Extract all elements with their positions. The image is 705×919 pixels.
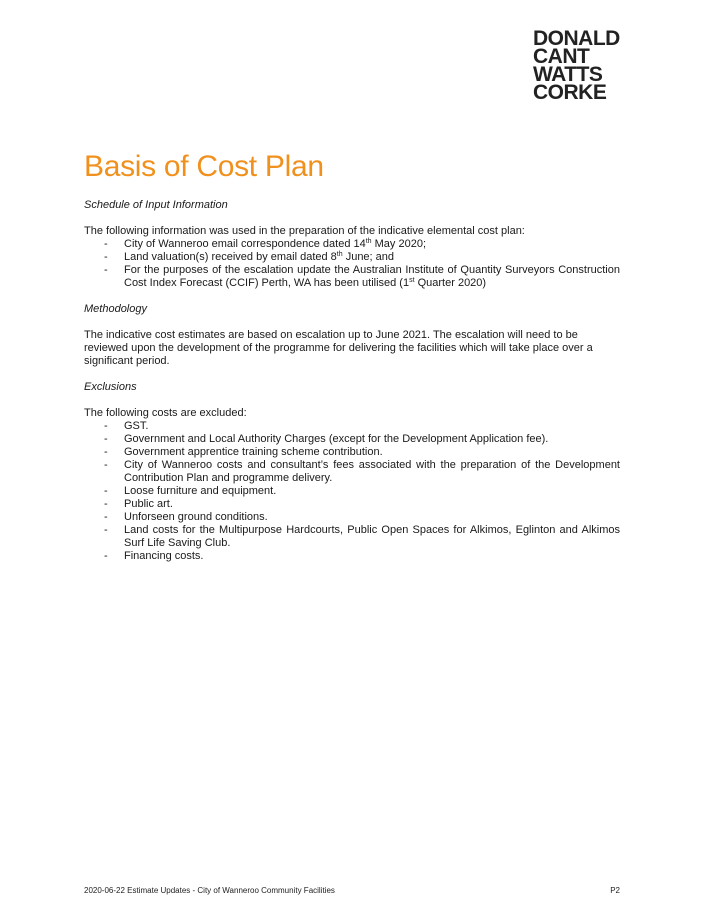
footer-document-title: 2020-06-22 Estimate Updates - City of Wanneroo Community Facilities [84, 886, 335, 895]
list-item: - GST. [104, 420, 149, 432]
list-item: - Loose furniture and equipment. [104, 485, 277, 497]
page-number: P2 [610, 886, 620, 895]
bullet-dash: - [104, 511, 108, 523]
bullet-dash: - [104, 498, 108, 510]
section-heading-exclusions: Exclusions [84, 381, 137, 393]
bullet-dash: - [104, 264, 108, 276]
section-intro-exclusions: The following costs are excluded: [84, 407, 247, 419]
list-item: - Financing costs. [104, 550, 204, 562]
bullet-dash: - [104, 433, 108, 445]
logo-line-2: CANT [533, 45, 590, 68]
bullet-dash: - [104, 446, 108, 458]
section-heading-input-information: Schedule of Input Information [84, 199, 228, 211]
list-item: - Unforseen ground conditions. [104, 511, 268, 523]
page-footer [84, 886, 620, 895]
bullet-dash: - [104, 485, 108, 497]
document-body [84, 199, 620, 576]
list-item: - Land costs for the Multipurpose Hardcourts, Public Open Spaces for Alkimos, Eglinton and Alkimos Surf Life Saving Club. [104, 524, 620, 549]
page-title: Basis of Cost Plan [84, 150, 324, 183]
bullet-dash: - [104, 524, 108, 536]
bullet-dash: - [104, 550, 108, 562]
bullet-dash: - [104, 238, 108, 250]
list-item: - For the purposes of the escalation update the Australian Institute of Quantity Surveyors Construction Cost Index Forecast (CCIF) Perth, WA has been utilised (1st Quarter 2020) [104, 264, 620, 289]
bullet-dash: - [104, 420, 108, 432]
methodology-paragraph: The indicative cost estimates are based on escalation up to June 2021. The escalation will need to be reviewed upon the development of the programme for delivering the facilities which will take place over a significant period. [84, 329, 593, 367]
section-heading-methodology: Methodology [84, 303, 147, 315]
list-item: - Land valuation(s) received by email dated 8th June; and [104, 251, 395, 263]
logo-line-4: CORKE [533, 81, 607, 104]
list-item: - Government apprentice training scheme contribution. [104, 446, 383, 458]
list-item: - City of Wanneroo costs and consultant’s fees associated with the preparation of the Development Contribution Plan and programme delivery. [104, 459, 620, 484]
list-item: - Public art. [104, 498, 173, 510]
company-logo [533, 27, 628, 104]
logo-line-1: DONALD [533, 27, 620, 50]
list-item: - City of Wanneroo email correspondence dated 14th May 2020; [104, 238, 426, 250]
exclusions-list [84, 420, 620, 563]
input-information-list [84, 238, 620, 290]
logo-line-3: WATTS [533, 63, 603, 86]
list-item: - Government and Local Authority Charges (except for the Development Application fee). [104, 433, 549, 445]
bullet-dash: - [104, 459, 108, 471]
section-intro-input-information: The following information was used in the preparation of the indicative elemental cost plan: [84, 225, 525, 237]
bullet-dash: - [104, 251, 108, 263]
